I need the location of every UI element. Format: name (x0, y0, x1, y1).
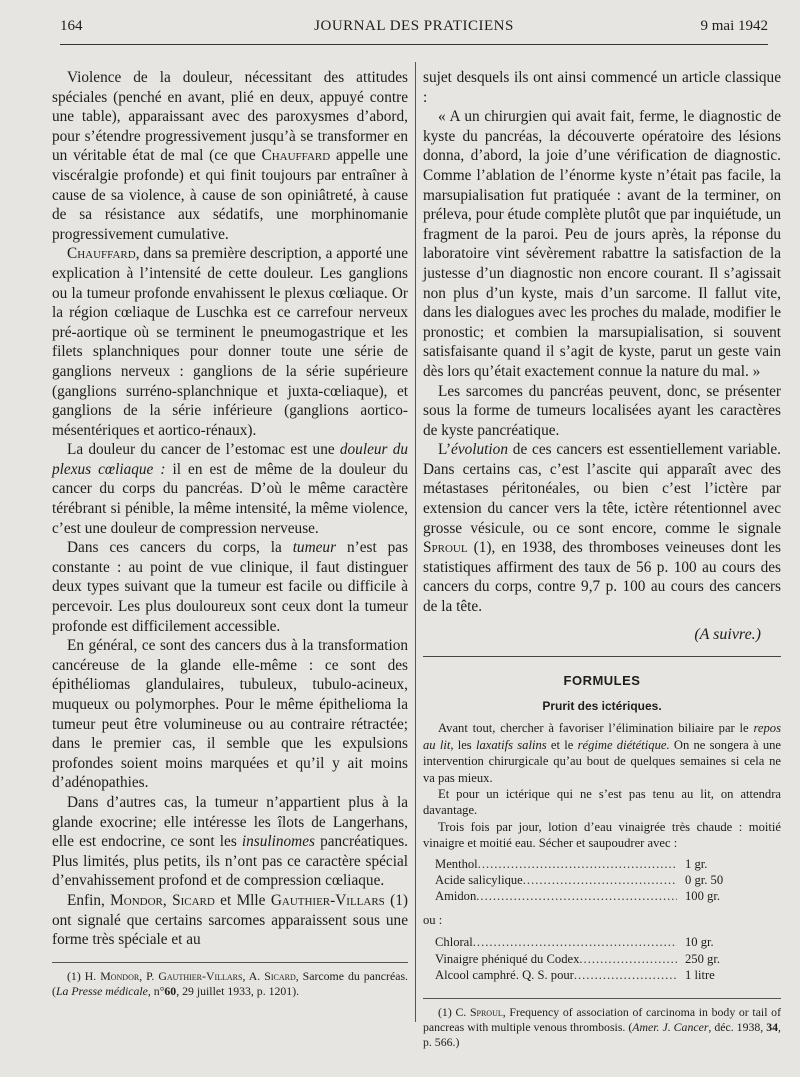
emphasis: évolution (451, 441, 508, 459)
paragraph: L’évolution de ces cancers est essentiellement variable. Dans certains cas, c’est l’ascite qui apparaît avec des métastases péritonéales, ou bien c’est l’ictère par extension du cancer vers la tête, ictère rétentionnel avec grosse vésicule, ou ce sont encore, comme le signale Sproul (1), en 1938, des thromboses veineuses dont les statistiques affirment des taux de 56 p. 100 au cours des cancers du corps, contre 9,7 p. 100 au cours des cancers de la tête. (423, 441, 781, 616)
author-name: Gauthier-Villars (270, 891, 385, 909)
left-column (52, 68, 408, 999)
author-name: Mondor, Sicard (110, 891, 215, 909)
paragraph: Avant tout, chercher à favoriser l’élimination biliaire par le repos au lit, les laxatifs salins et le régime diététique. On ne songera à une intervention chirurgicale qu’au bout de quelques semaines si cela ne va pas mieux. (423, 721, 782, 785)
author-name: Sproul (423, 539, 468, 557)
list-item: Alcool camphré. Q. S. pour ..... 1 litre (435, 967, 755, 983)
list-item: Acide salicylique ..... 0 gr. 50 (435, 872, 755, 888)
list-item: Vinaigre phéniqué du Codex ..... 250 gr. (435, 951, 755, 967)
paragraph: sujet desquels ils ont ainsi commencé un article classique : (423, 69, 781, 106)
emphasis: tumeur (292, 539, 337, 557)
header-rule (60, 44, 768, 45)
paragraph: Enfin, Mondor, Sicard et Mlle Gauthier-Villars (1) ont signalé que certains sarcomes apparaissent sous une forme très spéciale et au (52, 891, 408, 949)
footnote: (1) C. Sproul, Frequency of association of carcinoma in body or tail of pancreas with multiple venous thrombosis. (Amer. J. Cancer, déc. 1938, 34, p. 566.) (423, 998, 781, 1051)
paragraph: Les sarcomes du pancréas peuvent, donc, se présenter sous la forme de tumeurs localisées ayant les caractères de kyste pancréatique. (423, 382, 781, 439)
recipe-list (435, 856, 781, 905)
footnote: (1) H. Mondor, P. Gauthier-Villars, A. Sicard, Sarcome du pancréas. (La Presse médicale, n°60, 29 juillet 1933, p. 1201). (52, 962, 408, 999)
journal-title: JOURNAL DES PRATICIENS (314, 18, 514, 34)
emphasis: douleur du plexus cœliaque : (52, 441, 408, 478)
paragraph: Trois fois par jour, lotion d’eau vinaigrée très chaude : moitié vinaigre et moitié eau. Sécher et saupoudrer avec : (423, 819, 781, 851)
recipe-list (435, 934, 781, 983)
paragraph: Chauffard, dans sa première description, a apporté une explication à l’intensité de cette douleur. Les ganglions ou la tumeur profonde envahissent le plexus cœliaque. Or la région cœliaque de Luschka est ce carrefour nerveux pré-aortique où se terminent le pneumogastrique et les filets splanchniques pour donner toute une série de ganglions nerveux : ganglions de la série supérieure (ganglions surréno-splanchnique et juxta-cœliaque), et ganglions de la série inférieure (ganglions aortico-mésentériques et aortico-rénaux). (52, 245, 408, 439)
list-item: Chloral ..... 10 gr. (435, 934, 755, 950)
right-column (423, 68, 781, 1050)
list-item: Menthol ..... 1 gr. (435, 856, 755, 872)
paragraph: En général, ce sont des cancers dus à la transformation cancéreuse de la glande elle-même : ce sont des épithéliomas glandulaires, tubuleux, tubulo-acineux, muqueux ou polymorphes. Pour le même épithelioma la tumeur peut être volumineuse ou au contraire rétractée; dans le premier cas, il semble que les expulsions profondes soient moins marquées et qu’il y ait moins d’adénopathies. (52, 637, 408, 792)
author-name: Chauffard (261, 147, 331, 165)
paragraph: Violence de la douleur, nécessitant des attitudes spéciales (penché en avant, plié en deux, appuyé contre une table), apparaissant avec des paroxysmes d’abord, pour s’étendre progressivement jusqu’à se transformer en un véritable état de mal (ce que Chauffard appelle une viscéralgie profonde) et qui finit toujours par entraîner à cause de sa violence, à cause de son opiniâtreté, à cause de sa résistance aux sédatifs, une morphinomanie progressivement cumulative. (52, 69, 409, 243)
page-number: 164 (60, 18, 83, 34)
paragraph: La douleur du cancer de l’estomac est une douleur du plexus cœliaque : il en est de même de la douleur du cancer du corps du pancréas. D’où le même caractère térébrant si pénible, la même intensité, la même violence, c’est une douleur de compression nerveuse. (52, 441, 408, 537)
or-label: ou : (423, 912, 443, 927)
paragraph: Et pour un ictérique qui ne s’est pas tenu au lit, on attendra davantage. (423, 787, 781, 818)
paragraph: Dans ces cancers du corps, la tumeur n’est pas constante : au point de vue clinique, il faut distinguer deux types suivant que la tumeur est facile ou difficile à percevoir. Les plus douloureux sont ceux dont la tumeur profonde est difficilement accessible. (52, 539, 409, 635)
quotation: « A un chirurgien qui avait fait, ferme, le diagnostic de kyste du pancréas, la découverte opératoire des lésions donna, d’abord, la joie d’une vérification de diagnostic. Comme l’ablation de l’énorme kyste n’était pas facile, la marsupialisation fut pratiquée : avant de la terminer, on préleva, pour étude complète plutôt que par inquiétude, un fragment de la paroi. Peu de jours après, la réponse du laboratoire vint sévèrement rabattre la satisfaction de la justesse d’un diagnostic non encore courant. Il s’agissait non plus d’un kyste, mais d’un sarcome. Il fallut vite, dans les dialogues avec les proches du malade, modifier le pronostic; et combien la marsupialisation, si souvent satisfaisante quand il s’agit de kyste, parut un geste vain dès lors qu’était exactement connue la nature du mal. » (423, 108, 781, 380)
formules-subtitle: Prurit des ictériques. (542, 698, 662, 713)
running-header (60, 18, 768, 40)
formules-title: FORMULES (563, 673, 641, 689)
to-be-continued: (A suivre.) (694, 625, 761, 643)
issue-date: 9 mai 1942 (700, 18, 768, 34)
list-item: Amidon ..... 100 gr. (435, 888, 755, 904)
emphasis: insulinomes (241, 833, 315, 851)
paragraph: Dans d’autres cas, la tumeur n’appartient plus à la glande exocrine; elle intéresse les îlots de Langerhans, elle est endocrine, ce sont les insulinomes pancréatiques. Plus limités, plus petits, ils n’ont pas ce caractère spécial d’envahissement profond et de compression cœliaque. (52, 793, 409, 890)
author-name: Chauffard (67, 245, 136, 263)
column-divider (415, 62, 416, 1022)
section-rule (423, 656, 781, 657)
